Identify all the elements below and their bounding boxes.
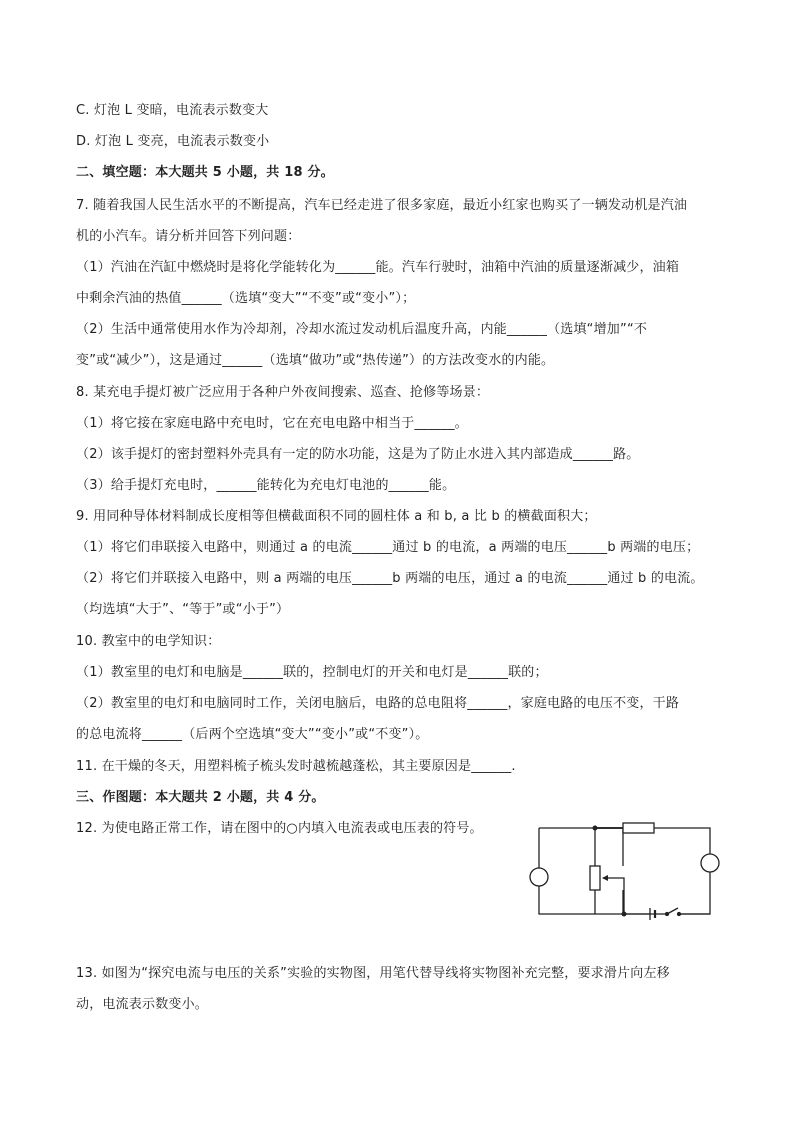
option-c: C. 灯泡 L 变暗，电流表示数变大 [76,103,269,118]
question-7-stem-cont: 机的小汽车。请分析并回答下列问题： [76,229,301,244]
battery-icon [624,908,666,920]
meter-circle-right [701,854,719,872]
resistor [623,823,654,833]
question-12: 12. 为使电路正常工作，请在图中的○内填入电流表或电压表的符号。 [76,821,483,836]
question-10-part-1: （1）教室里的电灯和电脑是______联的，控制电灯的开关和电灯是______联的； [76,665,548,680]
question-7-part-1-cont: 中剩余汽油的热值______（选填“变大”“不变”或“变小”）； [76,291,416,306]
question-7-part-1: （1）汽油在汽缸中燃烧时是将化学能转化为______能。汽车行驶时，油箱中汽油的质量逐渐减少，油箱 [76,260,680,275]
meter-circle-left [530,868,548,886]
question-11: 11. 在干燥的冬天，用塑料梳子梳头发时越梳越蓬松，其主要原因是______. [76,759,516,774]
question-13-cont: 动，电流表示数变小。 [76,997,209,1012]
question-9-part-1: （1）将它们串联接入电路中，则通过 a 的电流______通过 b 的电流，a 两端的电压______b 两端的电压； [76,540,700,555]
question-7-part-2: （2）生活中通常使用水作为冷却剂，冷却水流过发动机后温度升高，内能______（选填“增加”“不 [76,322,648,337]
circuit-wire-left [539,828,623,914]
question-10-part-2: （2）教室里的电灯和电脑同时工作，关闭电脑后，电路的总电阻将______，家庭电路的电压不变，干路 [76,696,680,711]
question-7-stem: 7. 随着我国人民生活水平的不断提高，汽车已经走进了很多家庭，最近小红家也购买了一辆发动机是汽油 [76,198,688,213]
circuit-diagram [520,818,725,923]
question-8-part-3: （3）给手提灯充电时，______能转化为充电灯电池的______能。 [76,478,456,493]
question-10-stem: 10. 教室中的电学知识： [76,634,221,649]
question-8-part-2: （2）该手提灯的密封塑料外壳具有一定的防水功能，这是为了防止水进入其内部造成______路。 [76,447,640,462]
question-9-note: （均选填“大于”、“等于”或“小于”） [76,602,290,617]
circuit-wire-right [654,828,710,914]
section-drawing-heading: 三、作图题：本大题共 2 小题，共 4 分。 [76,790,325,805]
question-9-part-2: （2）将它们并联接入电路中，则 a 两端的电压______b 两端的电压，通过 a 的电流______通过 b 的电流。 [76,571,704,586]
switch-icon [666,908,711,916]
question-8-stem: 8. 某充电手提灯被广泛应用于各种户外夜间搜索、巡查、抢修等场景： [76,385,490,400]
slider-wire [603,878,624,914]
question-10-part-2-cont: 的总电流将______（后两个空选填“变大”“变小”或“不变”）。 [76,727,429,742]
rheostat [590,866,600,890]
option-d: D. 灯泡 L 变亮，电流表示数变小 [76,134,270,149]
section-fill-blank-heading: 二、填空题：本大题共 5 小题，共 18 分。 [76,165,334,180]
question-7-part-2-cont: 变”或“减少”），这是通过______（选填“做功”或“热传递”）的方法改变水的内能。 [76,353,555,368]
question-9-stem: 9. 用同种导体材料制成长度相等但横截面积不同的圆柱体 a 和 b, a 比 b 的横截面积大； [76,509,597,524]
question-13: 13. 如图为“探究电流与电压的关系”实验的实物图，用笔代替导线将实物图补充完整，要求滑片向左移 [76,966,670,981]
question-8-part-1: （1）将它接在家庭电路中充电时，它在充电电路中相当于______。 [76,416,468,431]
slider-arrow-icon [602,875,608,881]
